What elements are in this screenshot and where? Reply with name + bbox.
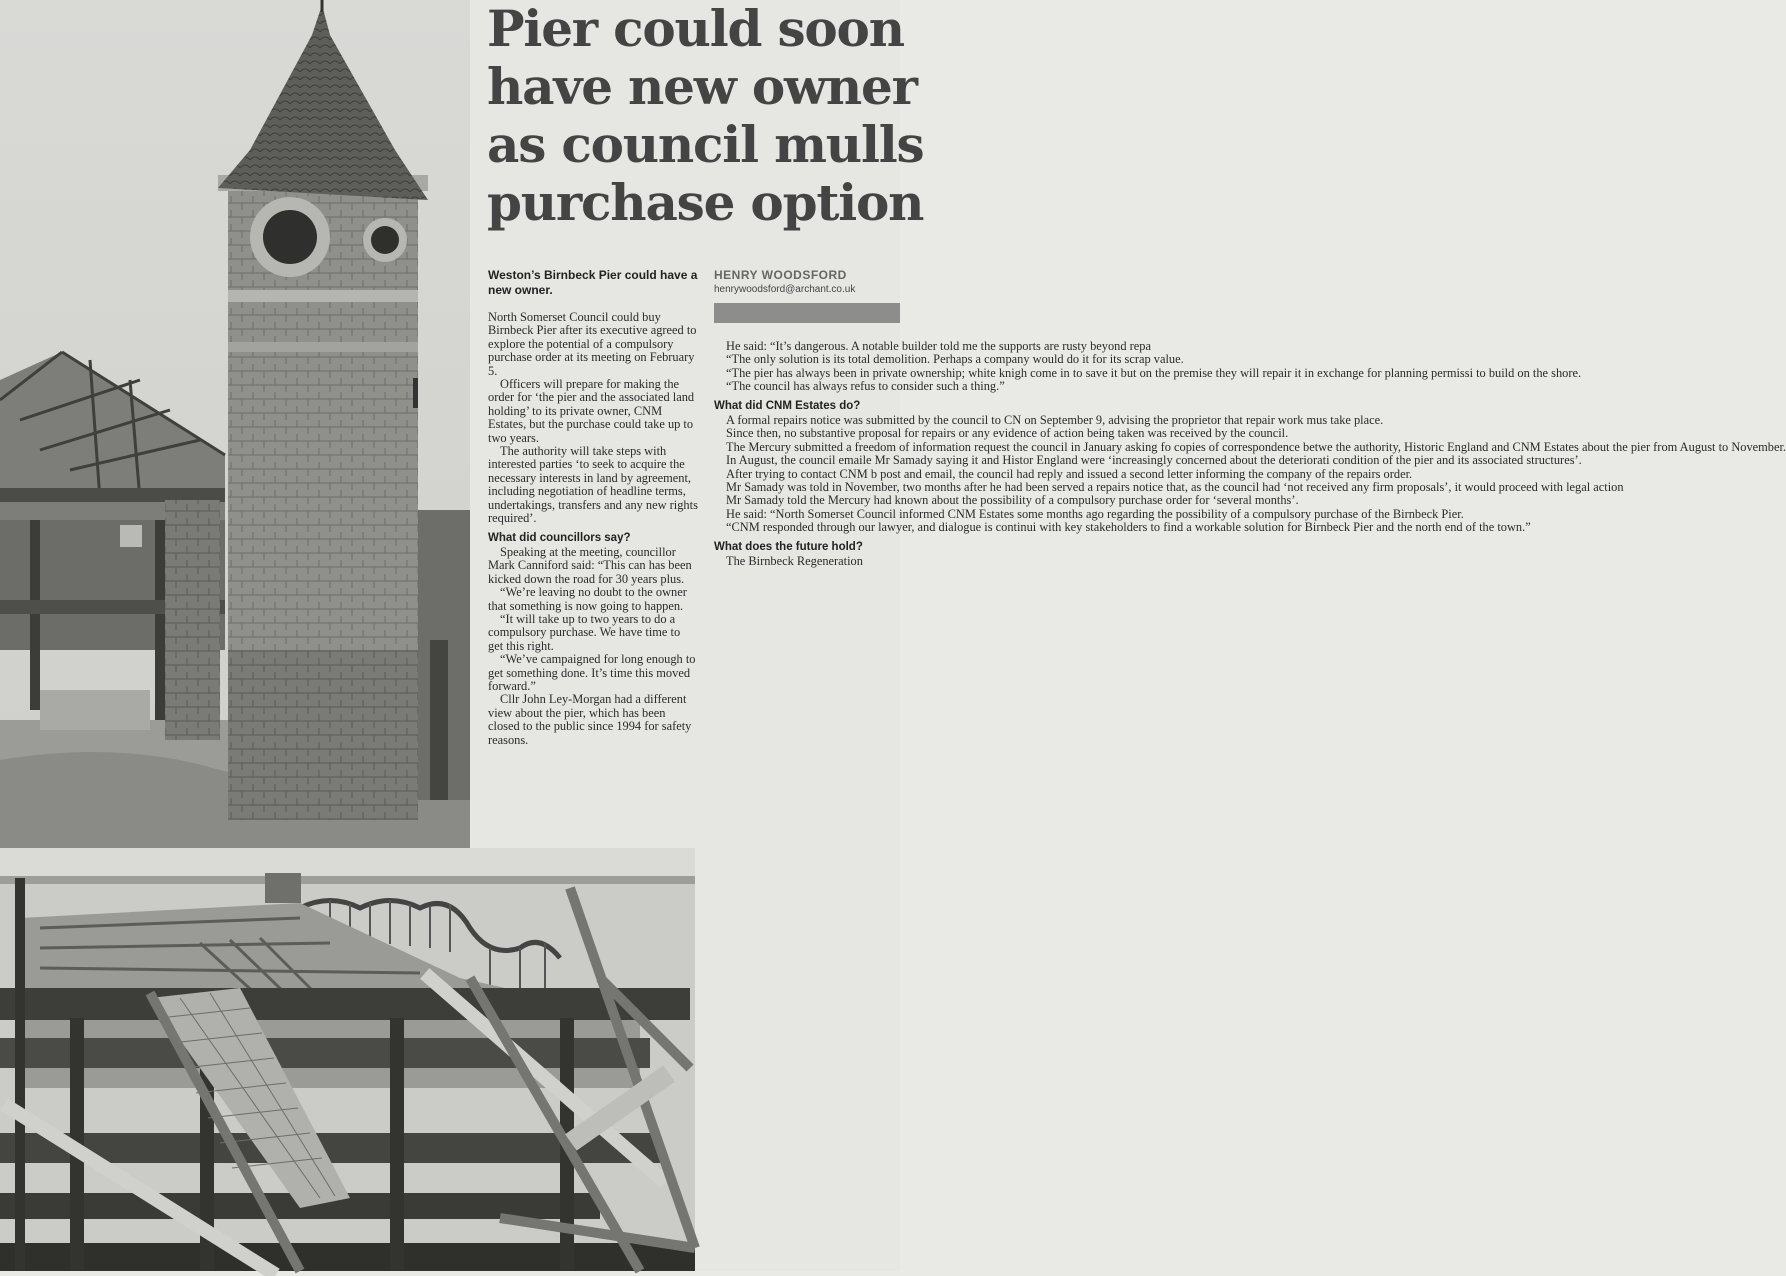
paragraph: A formal repairs notice was submitted by the council to CN on September 9, advising the proprietor that repair work mus take place. [726, 413, 1384, 428]
paragraph: North Somerset Council could buy Birnbeck Pier after its executive agreed to explore the potential of a compulsory purchase order at its meeting on February 5. [488, 310, 697, 378]
paragraph: In August, the council emaile Mr Samady saying it and Histor England were ‘increasingly concerned about the deteriorati condition of the pier and its associated structures’. [726, 453, 1582, 468]
collapsed-pier-photo [0, 848, 695, 1271]
paragraph: Mr Samady was told in November, two months after he had been served a repairs notice that, as the council had ‘not received any firm proposals’, it would proceed with legal action [726, 480, 1624, 495]
subheading: What did CNM Estates do? [714, 399, 861, 412]
paragraph: “We’re leaving no doubt to the owner that something is now going to happen. [488, 585, 687, 613]
paragraph: The authority will take steps with interested parties ‘to seek to acquire the necessary interests in land by agreement, including negotiation of headline terms, undertakings, transfers and any new rights required’. [488, 444, 698, 526]
paragraph: Cllr John Ley-Morgan had a different view about the pier, which has been closed to the public since 1994 for safety reasons. [488, 692, 692, 747]
article-column-1 [488, 311, 698, 747]
paragraph: He said: “It’s dangerous. A notable builder told me the supports are rusty beyond repa [726, 339, 1151, 353]
paragraph: “The council has always refus to consider such a thing.” [726, 379, 1005, 394]
standfirst: Weston’s Birnbeck Pier could have a new owner. [488, 268, 698, 297]
headline-line: have new owner [487, 57, 917, 116]
paragraph: The Mercury submitted a freedom of information request the council in January asking fo copies of correspondence betwe the authority, Historic England and CNM Estates about the pier from August to November. [726, 439, 1786, 454]
article-column-2 [714, 339, 1786, 569]
byline-name: HENRY WOODSFORD [714, 268, 847, 282]
byline-email[interactable]: henrywoodsford@archant.co.uk [714, 284, 856, 295]
headline [487, 0, 924, 232]
byline-rule [714, 303, 900, 323]
subheading: What does the future hold? [714, 540, 863, 553]
paragraph: Since then, no substantive proposal for repairs or any evidence of action being taken was received by the council. [726, 426, 1289, 441]
paragraph: Speaking at the meeting, councillor Mark Canniford said: “This can has been kicked down the road for 30 years plus. [488, 544, 692, 586]
paragraph: “The pier has always been in private ownership; white knigh come in to save it but on the premise they will repair it in exchange for planning permissi to build on the shore. [726, 365, 1582, 380]
headline-line: Pier could soon [487, 0, 904, 58]
paragraph: Officers will prepare for making the order for ‘the pier and the associated land holding’ to its private owner, CNM Estates, but the purchase could take up to two years. [488, 377, 695, 445]
pier-tower-photo [0, 0, 470, 848]
paragraph: After trying to contact CNM b post and email, the council had reply and issued a second letter informing the company of the repairs order. [726, 466, 1413, 481]
paragraph: “CNM responded through our lawyer, and dialogue is continui with key stakeholders to find a workable solution for Birnbeck Pier and the north end of the town.” [726, 520, 1531, 535]
paragraph: “We’ve campaigned for long enough to get something done. It’s time this moved forward.” [488, 652, 696, 693]
paragraph: He said: “North Somerset Council informed CNM Estates some months ago regarding the possibility of a compulsory purchase of the Birnbeck Pier. [726, 506, 1464, 521]
subheading: What did councillors say? [488, 531, 631, 544]
headline-line: as council mulls [487, 115, 924, 174]
paragraph: The Birnbeck Regeneration [726, 554, 863, 569]
paragraph: “The only solution is its total demolition. Perhaps a company would do it for its scrap value. [726, 352, 1184, 367]
paragraph: Mr Samady told the Mercury had known about the possibility of a compulsory purchase order for ‘several months’. [726, 493, 1299, 508]
paragraph: “It will take up to two years to do a compulsory purchase. We have time to get this right. [488, 611, 681, 653]
headline-line: purchase option [487, 173, 924, 232]
